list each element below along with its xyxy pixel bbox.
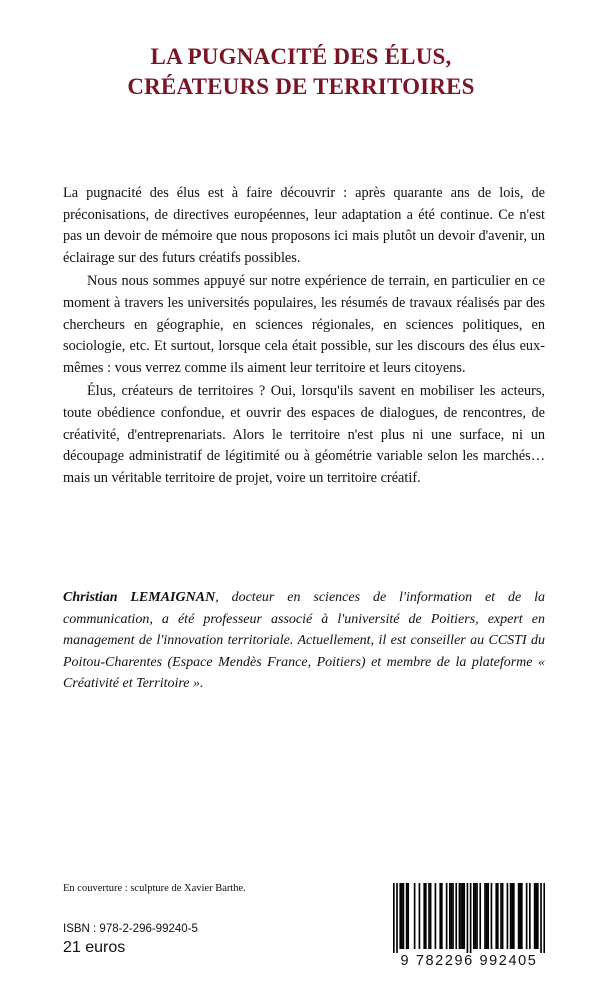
barcode-bar bbox=[513, 883, 515, 949]
barcode-bar bbox=[518, 883, 520, 949]
barcode-bar bbox=[452, 883, 454, 949]
barcode bbox=[393, 883, 545, 953]
barcode-bar bbox=[414, 883, 416, 949]
barcode-bar bbox=[500, 883, 502, 949]
price: 21 euros bbox=[63, 939, 126, 956]
author-bio: , docteur en sciences de l'information et de la communication, a été professeur associé à l'université de Poitiers, expert en management de l'innovation territoriale. Actuellement, il est conseiller au CCSTI du Poitou-Charentes (Espace Mendès France, Poitiers) et membre de la plateforme « Créativité et Territoire ». bbox=[63, 590, 545, 691]
barcode-bar bbox=[529, 883, 531, 949]
summary-paragraph-3: Élus, créateurs de territoires ? Oui, lorsqu'ils savent en mobiliser les acteurs, toute obédience confondue, et ouvrir des espaces de dialogues, de rencontres, de créativité, d'entreprenariats. Alors le territoire n'est plus ni une surface, ni un découpage administratif de légitimité ou à géométrie variable selon les marchés… mais un véritable territoire de projet, voire un territoire créatif. bbox=[63, 383, 545, 486]
summary-paragraph-1: La pugnacité des élus est à faire découvrir : après quarante ans de lois, de préconisations, de directives européennes, leur adaptation a été continue. Ce n'est pas un devoir de mémoire que nous proposons ici mais plutôt un devoir d'avenir, un éclairage sur des futurs créatifs possibles. bbox=[63, 185, 545, 266]
barcode-bar bbox=[406, 883, 408, 949]
barcode-bar bbox=[476, 883, 478, 949]
barcode-bar bbox=[470, 883, 472, 953]
barcode-bar bbox=[521, 883, 523, 949]
barcode-bar bbox=[401, 883, 403, 949]
barcode-bar bbox=[399, 883, 401, 949]
barcode-bar bbox=[460, 883, 462, 949]
summary-paragraph-2: Nous nous sommes appuyé sur notre expérience de terrain, en particulier en ce moment à travers les universités populaires, les résumés de travaux réalisés par des chercheurs en géographie, en sciences régionales, en sciences politiques, en sociologie, etc. Et surtout, lorsque cela était possible, sur les discours des élus eux-mêmes : vous verrez comme ils aiment leur territoire et leurs citoyens. bbox=[63, 273, 545, 376]
isbn: ISBN : 978-2-296-99240-5 bbox=[63, 923, 198, 935]
barcode-bar bbox=[534, 883, 536, 949]
barcode-bar bbox=[441, 883, 443, 949]
barcode-bar bbox=[462, 883, 464, 949]
barcode-bar bbox=[459, 883, 461, 949]
barcode-bar bbox=[535, 883, 537, 949]
barcode-bar bbox=[449, 883, 451, 949]
barcode-bar bbox=[473, 883, 475, 949]
barcode-bar bbox=[425, 883, 427, 949]
barcode-bar bbox=[479, 883, 481, 949]
barcode-bar bbox=[510, 883, 512, 949]
barcode-bar bbox=[495, 883, 497, 949]
barcode-bar bbox=[537, 883, 539, 949]
barcode-bar bbox=[487, 883, 489, 949]
barcode-bar bbox=[423, 883, 425, 949]
barcode-bar bbox=[475, 883, 477, 949]
author-biography bbox=[63, 587, 545, 695]
author-name: Christian LEMAIGNAN bbox=[63, 590, 216, 605]
barcode-bar bbox=[428, 883, 430, 949]
barcode-bar bbox=[540, 883, 542, 953]
barcode-bar bbox=[430, 883, 432, 949]
barcode-bar bbox=[396, 883, 398, 953]
back-cover-summary bbox=[63, 183, 545, 489]
book-title bbox=[0, 42, 602, 102]
barcode-bar bbox=[403, 883, 405, 949]
barcode-bar bbox=[543, 883, 545, 953]
barcode-bar bbox=[407, 883, 409, 949]
barcode-bar bbox=[519, 883, 521, 949]
barcode-bar bbox=[486, 883, 488, 949]
barcode-bar bbox=[419, 883, 421, 949]
barcode-bar bbox=[446, 883, 448, 949]
barcode-digits: 9 782296 992405 bbox=[400, 953, 538, 969]
barcode-bar bbox=[463, 883, 465, 949]
cover-credit: En couverture : sculpture de Xavier Barthe. bbox=[63, 883, 246, 894]
title-line-1: LA PUGNACITÉ DES ÉLUS, bbox=[150, 44, 452, 69]
barcode-bar bbox=[502, 883, 504, 949]
barcode-bar bbox=[491, 883, 493, 949]
barcode-bar bbox=[507, 883, 509, 949]
barcode-bar bbox=[439, 883, 441, 949]
barcode-bar bbox=[526, 883, 528, 949]
barcode-bar bbox=[455, 883, 457, 949]
barcode-bar bbox=[511, 883, 513, 949]
barcode-bar bbox=[484, 883, 486, 949]
title-line-2: CRÉATEURS DE TERRITOIRES bbox=[127, 74, 475, 99]
barcode-bar bbox=[393, 883, 395, 953]
barcode-bar bbox=[497, 883, 499, 949]
barcode-bar bbox=[435, 883, 437, 949]
barcode-bars bbox=[393, 883, 545, 953]
barcode-bar bbox=[467, 883, 469, 953]
barcode-bar bbox=[451, 883, 453, 949]
